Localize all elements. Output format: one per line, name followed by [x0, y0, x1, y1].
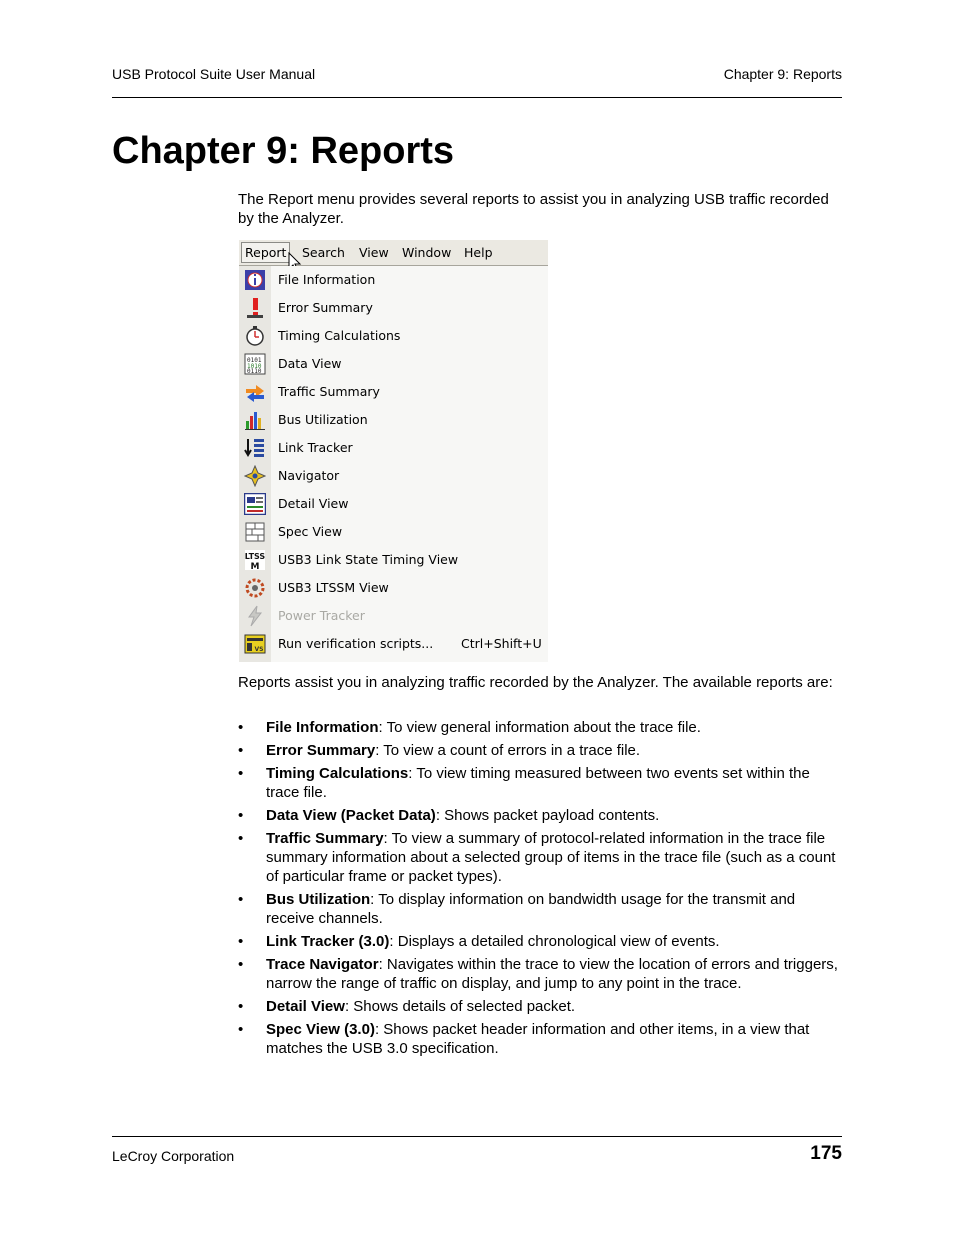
bullet-mark: •	[238, 956, 244, 973]
list-item	[238, 764, 842, 802]
info-icon	[244, 269, 266, 291]
bullet-mark: •	[238, 807, 244, 824]
navigator-icon	[244, 465, 266, 487]
list-item-text: : Shows details of selected packet.	[344, 998, 576, 1015]
header-chapter: Chapter 9: Reports	[723, 66, 842, 82]
bullet-mark: •	[238, 1021, 244, 1038]
list-item	[238, 806, 842, 825]
link-tracker-icon	[244, 437, 266, 459]
menu-item-error-summary[interactable]: Error Summary	[239, 294, 548, 322]
list-item-text: : Shows packet payload contents.	[435, 807, 660, 824]
svg-text:LTSS: LTSS	[244, 552, 266, 561]
menu-item-data-view[interactable]: 0101 1010 0110 Data View	[239, 350, 548, 378]
list-item-text: : To view a summary of protocol-related information in the trace file summary information about a selected group of items in the trace file (such as a count of particular frame or packet types).	[266, 830, 836, 885]
menu-item-bus-utilization[interactable]: Bus Utilization	[239, 406, 548, 434]
report-menu-screenshot	[239, 240, 548, 662]
reports-paragraph: Reports assist you in analyzing traffic recorded by the Analyzer. The available reports are:	[238, 674, 833, 691]
list-item	[238, 890, 842, 928]
lightning-icon	[244, 605, 266, 627]
shortcut-label: Ctrl+Shift+U	[461, 636, 542, 651]
spec-grid-icon	[244, 521, 266, 543]
page-title: Chapter 9: Reports	[112, 130, 455, 172]
svg-text:M: M	[250, 562, 260, 571]
detail-view-icon	[244, 493, 266, 515]
list-item-term: Data View (Packet Data)	[266, 807, 436, 824]
list-item-text: : To display information on bandwidth usage for the transmit and receive channels.	[266, 891, 796, 927]
menu-item-spec-view[interactable]: Spec View	[239, 518, 548, 546]
bullet-mark: •	[238, 998, 244, 1015]
ltssm-gear-icon	[244, 577, 266, 599]
menu-item-run-verification-scripts[interactable]: VS Run verification scripts... Ctrl+Shift+U	[239, 630, 548, 658]
list-item-term: Traffic Summary	[266, 830, 384, 847]
binary-data-icon	[244, 353, 266, 375]
header-rule	[112, 97, 842, 98]
menubar-help[interactable]: Help	[464, 245, 493, 260]
footer-rule	[112, 1136, 842, 1137]
bullet-mark: •	[238, 830, 244, 847]
list-item	[238, 829, 842, 886]
list-item-term: File Information	[266, 719, 379, 736]
menu-item-link-tracker[interactable]: Link Tracker	[239, 434, 548, 462]
menubar-search[interactable]: Search	[302, 245, 345, 260]
list-item-text: : To view timing measured between two events set within the trace file.	[266, 765, 810, 801]
list-item-text: : To view a count of errors in a trace file.	[375, 742, 641, 759]
svg-text:0101: 0101	[247, 357, 262, 364]
bullet-mark: •	[238, 742, 244, 759]
menu-item-usb3-link-state-timing-view[interactable]: LTSS M USB3 Link State Timing View	[239, 546, 548, 574]
list-item-text: : Shows packet header information and other items, in a view that matches the USB 3.0 specification.	[266, 1021, 810, 1057]
list-item-term: Timing Calculations	[266, 765, 409, 782]
bullet-mark: •	[238, 719, 244, 736]
menubar-report[interactable]: Report	[241, 242, 290, 263]
list-item	[238, 718, 842, 737]
menu-item-file-information[interactable]: File Information	[239, 266, 548, 294]
list-item	[238, 997, 842, 1016]
list-item	[238, 741, 842, 760]
bullet-mark: •	[238, 933, 244, 950]
list-item-term: Detail View	[266, 998, 345, 1015]
list-item	[238, 932, 842, 951]
reports-list	[238, 718, 842, 1062]
list-item-text: : Displays a detailed chronological view of events.	[389, 933, 720, 950]
traffic-arrows-icon	[244, 381, 266, 403]
bar-chart-icon	[244, 409, 266, 431]
script-icon	[244, 633, 266, 655]
list-item-term: Spec View (3.0)	[266, 1021, 375, 1038]
list-item-term: Trace Navigator	[266, 956, 379, 973]
error-icon	[244, 297, 266, 319]
intro-paragraph: The Report menu provides several reports to assist you in analyzing USB traffic recorded by the Analyzer.	[238, 191, 829, 227]
header-manual-title: USB Protocol Suite User Manual	[112, 66, 316, 82]
list-item-text: : Navigates within the trace to view the location of errors and triggers, narrow the range of traffic on display, and jump to any point in the trace.	[266, 956, 838, 992]
bullet-mark: •	[238, 765, 244, 782]
menubar-window[interactable]: Window	[402, 245, 452, 260]
footer-company: LeCroy Corporation	[112, 1148, 235, 1164]
menu-item-power-tracker[interactable]: Power Tracker	[239, 602, 548, 630]
menu-item-navigator[interactable]: Navigator	[239, 462, 548, 490]
list-item-term: Bus Utilization	[266, 891, 371, 908]
stopwatch-icon	[244, 325, 266, 347]
list-item	[238, 1020, 842, 1058]
list-item-text: : To view general information about the trace file.	[378, 719, 701, 736]
list-item-term: Link Tracker (3.0)	[266, 933, 390, 950]
ltssm-timing-icon	[244, 549, 266, 571]
list-item-term: Error Summary	[266, 742, 376, 759]
list-item	[238, 955, 842, 993]
menu-item-detail-view[interactable]: Detail View	[239, 490, 548, 518]
svg-text:VS: VS	[254, 646, 264, 653]
bullet-mark: •	[238, 891, 244, 908]
menubar-view[interactable]: View	[359, 245, 389, 260]
page-number: 175	[810, 1143, 842, 1164]
menu-item-traffic-summary[interactable]: Traffic Summary	[239, 378, 548, 406]
svg-text:1010: 1010	[247, 363, 262, 370]
menu-item-timing-calculations[interactable]: Timing Calculations	[239, 322, 548, 350]
menu-item-usb3-ltssm-view[interactable]: USB3 LTSSM View	[239, 574, 548, 602]
report-dropdown	[239, 266, 548, 662]
svg-text:0110: 0110	[247, 368, 262, 375]
menubar	[239, 240, 548, 266]
